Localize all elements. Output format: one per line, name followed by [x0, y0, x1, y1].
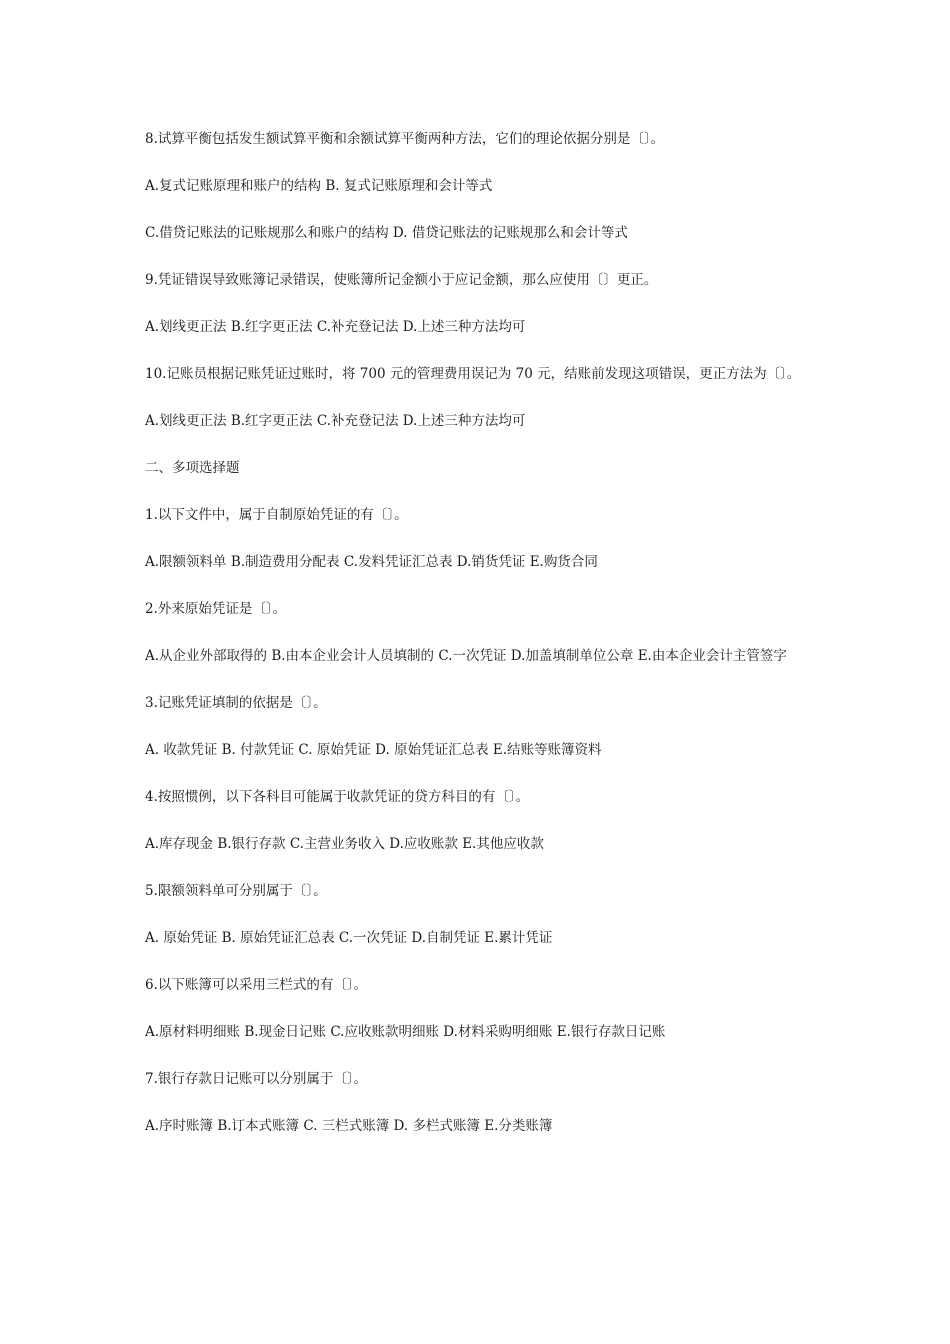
- multi-question-6: 6.以下账簿可以采用三栏式的有〔〕。: [145, 977, 368, 993]
- multi-question-4-options: A.库存现金 B.银行存款 C.主营业务收入 D.应收账款 E.其他应收款: [145, 836, 544, 852]
- multi-question-4: 4.按照惯例，以下各科目可能属于收款凭证的贷方科目的有〔〕。: [145, 789, 530, 805]
- multi-question-5-options: A. 原始凭证 B. 原始凭证汇总表 C.一次凭证 D.自制凭证 E.累计凭证: [145, 930, 553, 946]
- multi-question-1: 1.以下文件中，属于自制原始凭证的有〔〕。: [145, 507, 408, 523]
- document-page: [145, 126, 815, 1160]
- multi-question-2: 2.外来原始凭证是〔〕。: [145, 601, 287, 617]
- multi-question-5: 5.限额领料单可分别属于〔〕。: [145, 883, 327, 899]
- multi-question-1-options: A.限额领料单 B.制造费用分配表 C.发料凭证汇总表 D.销货凭证 E.购货合同: [145, 554, 598, 570]
- question-8-options-cd: C.借贷记账法的记账规那么和账户的结构 D. 借贷记账法的记账规那么和会计等式: [145, 225, 628, 241]
- question-10-options: A.划线更正法 B.红字更正法 C.补充登记法 D.上述三种方法均可: [145, 413, 526, 429]
- multi-question-3-options: A. 收款凭证 B. 付款凭证 C. 原始凭证 D. 原始凭证汇总表 E.结账等账簿资料: [145, 742, 602, 758]
- multi-question-7: 7.银行存款日记账可以分别属于〔〕。: [145, 1071, 368, 1087]
- multi-question-2-options: A.从企业外部取得的 B.由本企业会计人员填制的 C.一次凭证 D.加盖填制单位公章 E.由本企业会计主管签字: [145, 648, 787, 664]
- question-9: 9.凭证错误导致账簿记录错误，使账簿所记金额小于应记金额，那么应使用〔〕更正。: [145, 272, 658, 288]
- multi-question-6-options: A.原材料明细账 B.现金日记账 C.应收账款明细账 D.材料采购明细账 E.银行存款日记账: [145, 1024, 666, 1040]
- question-8-options-ab: A.复式记账原理和账户的结构 B. 复式记账原理和会计等式: [145, 178, 493, 194]
- multi-question-7-options: A.序时账簿 B.订本式账簿 C. 三栏式账簿 D. 多栏式账簿 E.分类账簿: [145, 1118, 553, 1134]
- section-heading: 二、多项选择题: [145, 460, 240, 476]
- multi-question-3: 3.记账凭证填制的依据是〔〕。: [145, 695, 327, 711]
- question-8: 8.试算平衡包括发生额试算平衡和余额试算平衡两种方法，它们的理论依据分别是〔〕。: [145, 131, 665, 147]
- question-10: 10.记账员根据记账凭证过账时，将 700 元的管理费用误记为 70 元，结账前发现这项错误，更正方法为〔〕。: [145, 366, 801, 382]
- question-9-options: A.划线更正法 B.红字更正法 C.补充登记法 D.上述三种方法均可: [145, 319, 526, 335]
